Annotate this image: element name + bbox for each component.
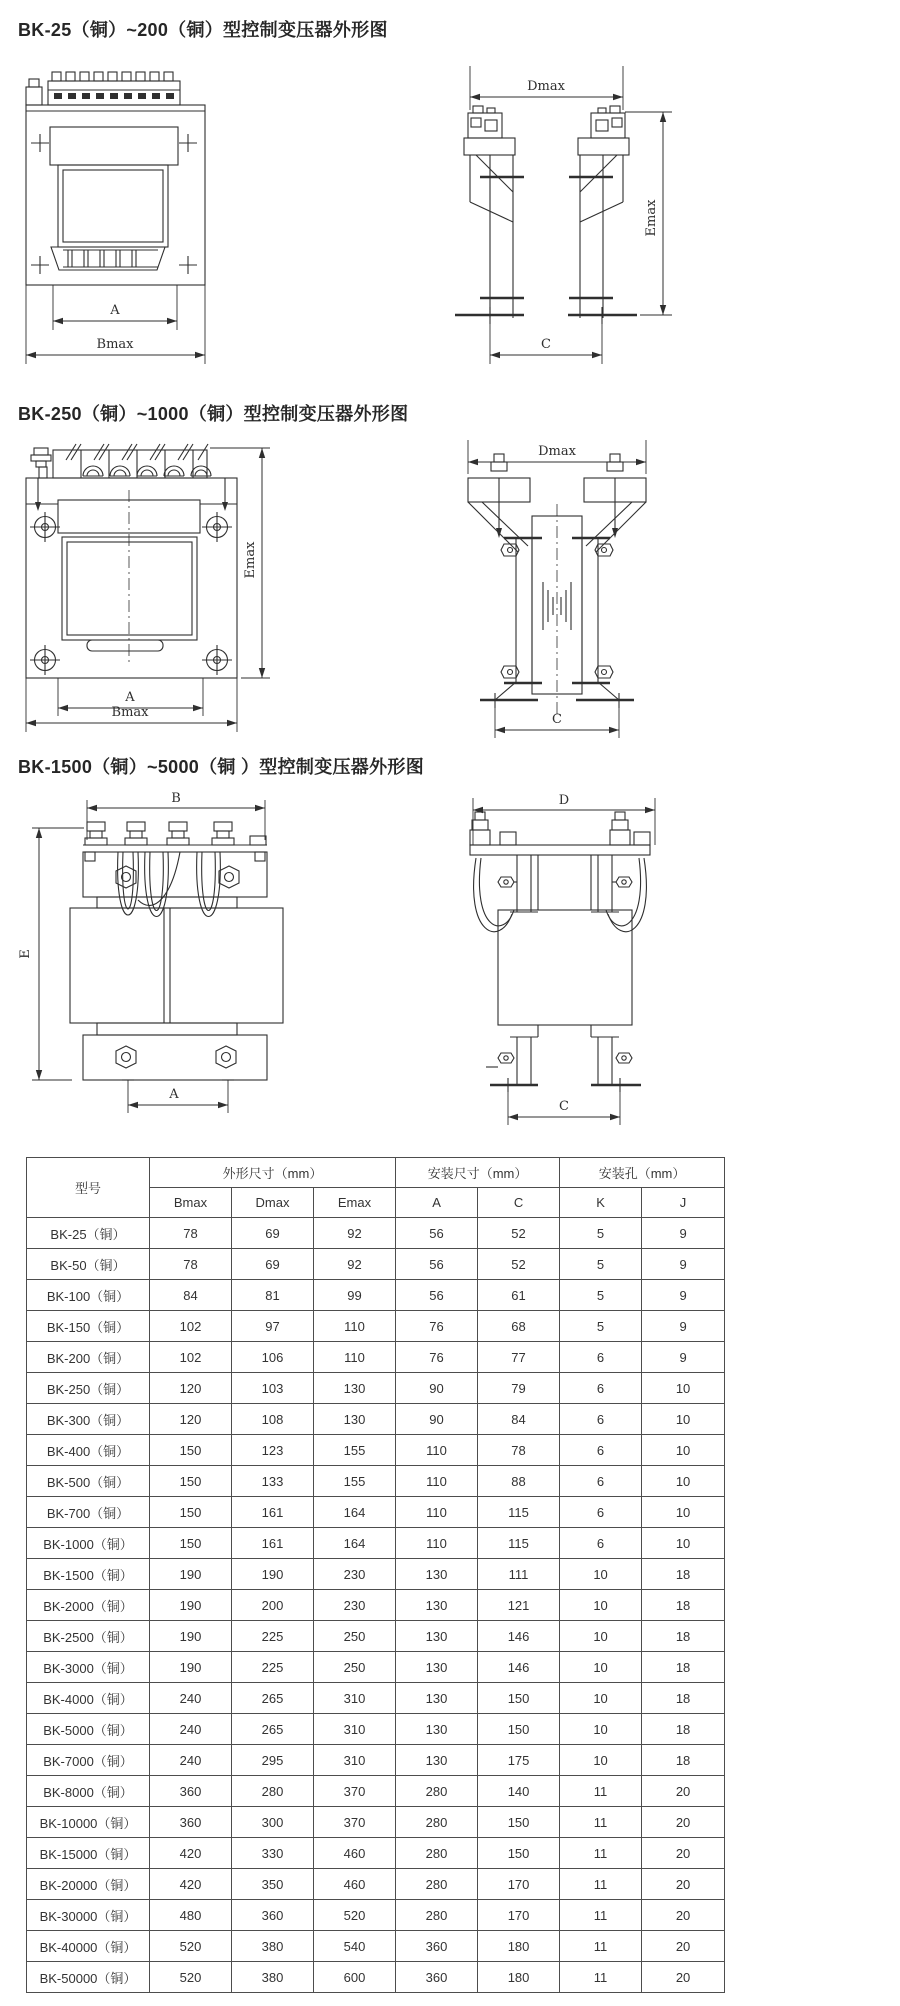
value-cell: 170: [478, 1900, 560, 1931]
value-cell: 380: [232, 1962, 314, 1993]
dimension-dmax: [470, 66, 623, 110]
value-cell: 280: [232, 1776, 314, 1807]
value-cell: 175: [478, 1745, 560, 1776]
dim-label-bmax: Bmax: [111, 705, 149, 720]
value-cell: 69: [232, 1218, 314, 1249]
value-cell: 10: [642, 1466, 725, 1497]
model-cell: BK-4000（铜）: [27, 1683, 150, 1714]
value-cell: 20: [642, 1962, 725, 1993]
dim-label-dmax: Dmax: [527, 79, 565, 94]
value-cell: 81: [232, 1280, 314, 1311]
value-cell: 280: [396, 1838, 478, 1869]
header-col-j: J: [642, 1188, 725, 1218]
value-cell: 123: [232, 1435, 314, 1466]
table-row: [27, 1373, 725, 1404]
value-cell: 5: [560, 1280, 642, 1311]
value-cell: 460: [314, 1869, 396, 1900]
value-cell: 350: [232, 1869, 314, 1900]
table-row: [27, 1280, 725, 1311]
value-cell: 97: [232, 1311, 314, 1342]
value-cell: 106: [232, 1342, 314, 1373]
value-cell: 5: [560, 1249, 642, 1280]
value-cell: 130: [396, 1745, 478, 1776]
value-cell: 150: [150, 1528, 232, 1559]
value-cell: 150: [150, 1466, 232, 1497]
coil-block: [498, 910, 632, 1025]
section-title-1: BK-25（铜）~200（铜）型控制变压器外形图: [18, 20, 388, 40]
value-cell: 108: [232, 1404, 314, 1435]
mounting-feet: [455, 307, 637, 324]
dim-label-c: C: [559, 1099, 569, 1114]
table-row: [27, 1466, 725, 1497]
model-cell: BK-50（铜）: [27, 1249, 150, 1280]
value-cell: 280: [396, 1869, 478, 1900]
value-cell: 20: [642, 1931, 725, 1962]
model-cell: BK-50000（铜）: [27, 1962, 150, 1993]
value-cell: 9: [642, 1249, 725, 1280]
value-cell: 5: [560, 1218, 642, 1249]
value-cell: 90: [396, 1373, 478, 1404]
value-cell: 10: [560, 1590, 642, 1621]
value-cell: 170: [478, 1869, 560, 1900]
mounting-cross-marks: [31, 134, 197, 274]
value-cell: 11: [560, 1900, 642, 1931]
upper-brackets: [498, 855, 632, 912]
value-cell: 78: [150, 1218, 232, 1249]
value-cell: 20: [642, 1838, 725, 1869]
value-cell: 150: [478, 1838, 560, 1869]
value-cell: 9: [642, 1218, 725, 1249]
section-title-3: BK-1500（铜）~5000（铜 ）型控制变压器外形图: [18, 757, 424, 777]
value-cell: 69: [232, 1249, 314, 1280]
value-cell: 146: [478, 1652, 560, 1683]
header-model: 型号: [27, 1158, 150, 1218]
value-cell: 6: [560, 1342, 642, 1373]
terminal-strip: [26, 72, 180, 105]
dimension-emax: [210, 448, 270, 678]
value-cell: 110: [396, 1435, 478, 1466]
value-cell: 600: [314, 1962, 396, 1993]
value-cell: 76: [396, 1342, 478, 1373]
value-cell: 146: [478, 1621, 560, 1652]
value-cell: 121: [478, 1590, 560, 1621]
value-cell: 20: [642, 1807, 725, 1838]
value-cell: 52: [478, 1218, 560, 1249]
table-row: [27, 1621, 725, 1652]
value-cell: 20: [642, 1869, 725, 1900]
dim-label-dmax: Dmax: [538, 444, 576, 459]
value-cell: 11: [560, 1838, 642, 1869]
value-cell: 161: [232, 1528, 314, 1559]
top-clamp: [83, 845, 267, 897]
value-cell: 110: [396, 1466, 478, 1497]
left-bolt: [31, 448, 51, 478]
value-cell: 18: [642, 1652, 725, 1683]
dimension-emax: [625, 112, 672, 315]
value-cell: 88: [478, 1466, 560, 1497]
dim-label-c: C: [541, 337, 551, 352]
value-cell: 11: [560, 1931, 642, 1962]
transformer-side-view-large: [460, 790, 670, 1135]
model-cell: BK-10000（铜）: [27, 1807, 150, 1838]
value-cell: 10: [560, 1652, 642, 1683]
value-cell: 300: [232, 1807, 314, 1838]
value-cell: 130: [396, 1714, 478, 1745]
value-cell: 6: [560, 1404, 642, 1435]
table-row: [27, 1931, 725, 1962]
model-cell: BK-3000（铜）: [27, 1652, 150, 1683]
value-cell: 310: [314, 1714, 396, 1745]
screw-terminals: [83, 466, 211, 476]
value-cell: 150: [150, 1497, 232, 1528]
right-leg: [569, 106, 629, 318]
table-row: [27, 1652, 725, 1683]
table-row: [27, 1404, 725, 1435]
side-component: [26, 87, 42, 105]
value-cell: 56: [396, 1249, 478, 1280]
value-cell: 190: [150, 1590, 232, 1621]
value-cell: 240: [150, 1745, 232, 1776]
table-row: [27, 1714, 725, 1745]
value-cell: 140: [478, 1776, 560, 1807]
model-cell: BK-20000（铜）: [27, 1869, 150, 1900]
model-cell: BK-40000（铜）: [27, 1931, 150, 1962]
value-cell: 360: [396, 1962, 478, 1993]
value-cell: 76: [396, 1311, 478, 1342]
dim-label-a: A: [125, 690, 135, 705]
model-cell: BK-15000（铜）: [27, 1838, 150, 1869]
transformer-body: [26, 105, 205, 285]
header-col-a: A: [396, 1188, 478, 1218]
value-cell: 18: [642, 1745, 725, 1776]
left-leg: [464, 106, 524, 318]
model-cell: BK-5000（铜）: [27, 1714, 150, 1745]
lead-wires: [118, 852, 221, 917]
value-cell: 130: [396, 1590, 478, 1621]
terminal-bolts: [85, 822, 266, 845]
table-row: [27, 1435, 725, 1466]
value-cell: 120: [150, 1404, 232, 1435]
top-plate-and-bolts: [470, 812, 650, 855]
table-body: [27, 1218, 725, 1993]
side-bolts: [486, 1053, 632, 1067]
value-cell: 380: [232, 1931, 314, 1962]
value-cell: 150: [478, 1714, 560, 1745]
value-cell: 6: [560, 1466, 642, 1497]
model-cell: BK-1000（铜）: [27, 1528, 150, 1559]
dim-label-emax: Emax: [243, 541, 258, 579]
value-cell: 250: [314, 1621, 396, 1652]
header-mounting-group: 安装尺寸（mm）: [396, 1158, 560, 1188]
model-cell: BK-8000（铜）: [27, 1776, 150, 1807]
table-row: [27, 1559, 725, 1590]
value-cell: 133: [232, 1466, 314, 1497]
value-cell: 9: [642, 1280, 725, 1311]
value-cell: 18: [642, 1714, 725, 1745]
model-cell: BK-2000（铜）: [27, 1590, 150, 1621]
value-cell: 10: [642, 1528, 725, 1559]
header-col-emax: Emax: [314, 1188, 396, 1218]
dim-label-e: E: [18, 949, 33, 959]
transformer-side-view-medium: [440, 432, 660, 747]
value-cell: 20: [642, 1900, 725, 1931]
value-cell: 150: [150, 1435, 232, 1466]
value-cell: 190: [150, 1621, 232, 1652]
value-cell: 310: [314, 1745, 396, 1776]
transformer-side-view-small: [440, 52, 690, 390]
value-cell: 10: [560, 1683, 642, 1714]
model-cell: BK-300（铜）: [27, 1404, 150, 1435]
value-cell: 103: [232, 1373, 314, 1404]
value-cell: 130: [396, 1621, 478, 1652]
value-cell: 6: [560, 1497, 642, 1528]
value-cell: 11: [560, 1869, 642, 1900]
value-cell: 11: [560, 1962, 642, 1993]
value-cell: 68: [478, 1311, 560, 1342]
value-cell: 18: [642, 1683, 725, 1714]
value-cell: 360: [232, 1900, 314, 1931]
value-cell: 92: [314, 1218, 396, 1249]
value-cell: 460: [314, 1838, 396, 1869]
transformer-front-view-large: [14, 788, 324, 1136]
table-row: [27, 1218, 725, 1249]
dim-label-a: A: [110, 303, 120, 318]
value-cell: 102: [150, 1342, 232, 1373]
dimension-dmax: [468, 440, 646, 474]
coil-block: [70, 897, 283, 1035]
dim-label-a: A: [169, 1087, 179, 1102]
value-cell: 92: [314, 1249, 396, 1280]
value-cell: 360: [150, 1807, 232, 1838]
value-cell: 150: [478, 1807, 560, 1838]
table-row: [27, 1807, 725, 1838]
value-cell: 200: [232, 1590, 314, 1621]
value-cell: 6: [560, 1373, 642, 1404]
table-row: [27, 1776, 725, 1807]
value-cell: 161: [232, 1497, 314, 1528]
value-cell: 90: [396, 1404, 478, 1435]
value-cell: 420: [150, 1838, 232, 1869]
dim-label-d: D: [558, 793, 570, 808]
value-cell: 155: [314, 1435, 396, 1466]
header-col-bmax: Bmax: [150, 1188, 232, 1218]
value-cell: 164: [314, 1528, 396, 1559]
value-cell: 9: [642, 1342, 725, 1373]
model-cell: BK-30000（铜）: [27, 1900, 150, 1931]
value-cell: 164: [314, 1497, 396, 1528]
spec-table: [26, 1157, 725, 1993]
value-cell: 360: [396, 1931, 478, 1962]
value-cell: 115: [478, 1497, 560, 1528]
model-cell: BK-25（铜）: [27, 1218, 150, 1249]
terminal-strip: [31, 444, 211, 478]
value-cell: 155: [314, 1466, 396, 1497]
value-cell: 310: [314, 1683, 396, 1714]
bottom-clamp: [83, 1035, 267, 1080]
model-cell: BK-700（铜）: [27, 1497, 150, 1528]
model-cell: BK-200（铜）: [27, 1342, 150, 1373]
value-cell: 120: [150, 1373, 232, 1404]
dimension-a: [128, 1080, 228, 1113]
dim-label-b: B: [171, 791, 181, 806]
value-cell: 190: [232, 1559, 314, 1590]
value-cell: 230: [314, 1559, 396, 1590]
table-row: [27, 1838, 725, 1869]
value-cell: 180: [478, 1962, 560, 1993]
header-holes-group: 安装孔（mm）: [560, 1158, 725, 1188]
table-row: [27, 1497, 725, 1528]
value-cell: 84: [150, 1280, 232, 1311]
table-row: [27, 1590, 725, 1621]
dimension-b: [87, 791, 265, 840]
table-row: [27, 1869, 725, 1900]
dim-label-c: C: [552, 712, 562, 727]
value-cell: 370: [314, 1807, 396, 1838]
value-cell: 150: [478, 1683, 560, 1714]
table-row: [27, 1342, 725, 1373]
value-cell: 520: [150, 1962, 232, 1993]
value-cell: 360: [150, 1776, 232, 1807]
value-cell: 18: [642, 1590, 725, 1621]
value-cell: 480: [150, 1900, 232, 1931]
value-cell: 225: [232, 1621, 314, 1652]
lower-brackets: [486, 1025, 641, 1092]
model-cell: BK-400（铜）: [27, 1435, 150, 1466]
value-cell: 370: [314, 1776, 396, 1807]
value-cell: 190: [150, 1652, 232, 1683]
model-cell: BK-7000（铜）: [27, 1745, 150, 1776]
value-cell: 77: [478, 1342, 560, 1373]
value-cell: 56: [396, 1218, 478, 1249]
value-cell: 111: [478, 1559, 560, 1590]
value-cell: 10: [560, 1621, 642, 1652]
value-cell: 10: [642, 1497, 725, 1528]
value-cell: 130: [396, 1652, 478, 1683]
value-cell: 6: [560, 1435, 642, 1466]
value-cell: 115: [478, 1528, 560, 1559]
value-cell: 9: [642, 1311, 725, 1342]
value-cell: 265: [232, 1683, 314, 1714]
dim-label-emax: Emax: [644, 199, 659, 237]
value-cell: 225: [232, 1652, 314, 1683]
value-cell: 240: [150, 1683, 232, 1714]
value-cell: 130: [396, 1683, 478, 1714]
value-cell: 240: [150, 1714, 232, 1745]
hex-nuts: [116, 1046, 236, 1068]
value-cell: 130: [314, 1404, 396, 1435]
value-cell: 10: [642, 1404, 725, 1435]
transformer-body: [26, 478, 237, 678]
table-row: [27, 1683, 725, 1714]
section-title-2: BK-250（铜）~1000（铜）型控制变压器外形图: [18, 404, 409, 424]
model-cell: BK-500（铜）: [27, 1466, 150, 1497]
header-outline-group: 外形尺寸（mm）: [150, 1158, 396, 1188]
dimension-c: [495, 708, 619, 738]
hold-down-bolts: [35, 478, 228, 511]
value-cell: 110: [314, 1311, 396, 1342]
model-cell: BK-250（铜）: [27, 1373, 150, 1404]
dim-label-bmax: Bmax: [96, 337, 134, 352]
lead-wires: [474, 858, 647, 932]
value-cell: 420: [150, 1869, 232, 1900]
header-col-k: K: [560, 1188, 642, 1218]
value-cell: 280: [396, 1776, 478, 1807]
value-cell: 99: [314, 1280, 396, 1311]
value-cell: 520: [150, 1931, 232, 1962]
value-cell: 11: [560, 1807, 642, 1838]
coil-laminations: [68, 250, 136, 267]
value-cell: 265: [232, 1714, 314, 1745]
transformer-front-view-medium: [14, 432, 314, 747]
value-cell: 280: [396, 1900, 478, 1931]
table-row: [27, 1745, 725, 1776]
value-cell: 11: [560, 1776, 642, 1807]
table-row: [27, 1311, 725, 1342]
table-row: [27, 1962, 725, 1993]
value-cell: 110: [314, 1342, 396, 1373]
value-cell: 520: [314, 1900, 396, 1931]
value-cell: 110: [396, 1497, 478, 1528]
value-cell: 190: [150, 1559, 232, 1590]
value-cell: 84: [478, 1404, 560, 1435]
model-cell: BK-2500（铜）: [27, 1621, 150, 1652]
model-cell: BK-150（铜）: [27, 1311, 150, 1342]
value-cell: 295: [232, 1745, 314, 1776]
value-cell: 250: [314, 1652, 396, 1683]
dimension-e: [18, 828, 84, 1080]
value-cell: 61: [478, 1280, 560, 1311]
value-cell: 10: [560, 1714, 642, 1745]
value-cell: 230: [314, 1590, 396, 1621]
value-cell: 6: [560, 1528, 642, 1559]
header-col-c: C: [478, 1188, 560, 1218]
dimension-c: [490, 324, 602, 364]
value-cell: 110: [396, 1528, 478, 1559]
value-cell: 180: [478, 1931, 560, 1962]
model-cell: BK-1500（铜）: [27, 1559, 150, 1590]
value-cell: 280: [396, 1807, 478, 1838]
value-cell: 20: [642, 1776, 725, 1807]
value-cell: 10: [560, 1559, 642, 1590]
value-cell: 18: [642, 1559, 725, 1590]
value-cell: 78: [150, 1249, 232, 1280]
value-cell: 130: [396, 1559, 478, 1590]
model-cell: BK-100（铜）: [27, 1280, 150, 1311]
value-cell: 10: [642, 1373, 725, 1404]
value-cell: 79: [478, 1373, 560, 1404]
table-row: [27, 1528, 725, 1559]
table-row: [27, 1900, 725, 1931]
value-cell: 78: [478, 1435, 560, 1466]
value-cell: 540: [314, 1931, 396, 1962]
value-cell: 130: [314, 1373, 396, 1404]
dimension-c: [508, 1092, 620, 1125]
header-col-dmax: Dmax: [232, 1188, 314, 1218]
value-cell: 10: [560, 1745, 642, 1776]
value-cell: 18: [642, 1621, 725, 1652]
value-cell: 56: [396, 1280, 478, 1311]
value-cell: 330: [232, 1838, 314, 1869]
table-row: [27, 1249, 725, 1280]
value-cell: 5: [560, 1311, 642, 1342]
value-cell: 52: [478, 1249, 560, 1280]
value-cell: 10: [642, 1435, 725, 1466]
dimension-a: [53, 285, 177, 330]
value-cell: 102: [150, 1311, 232, 1342]
transformer-front-view-small: [18, 52, 233, 390]
